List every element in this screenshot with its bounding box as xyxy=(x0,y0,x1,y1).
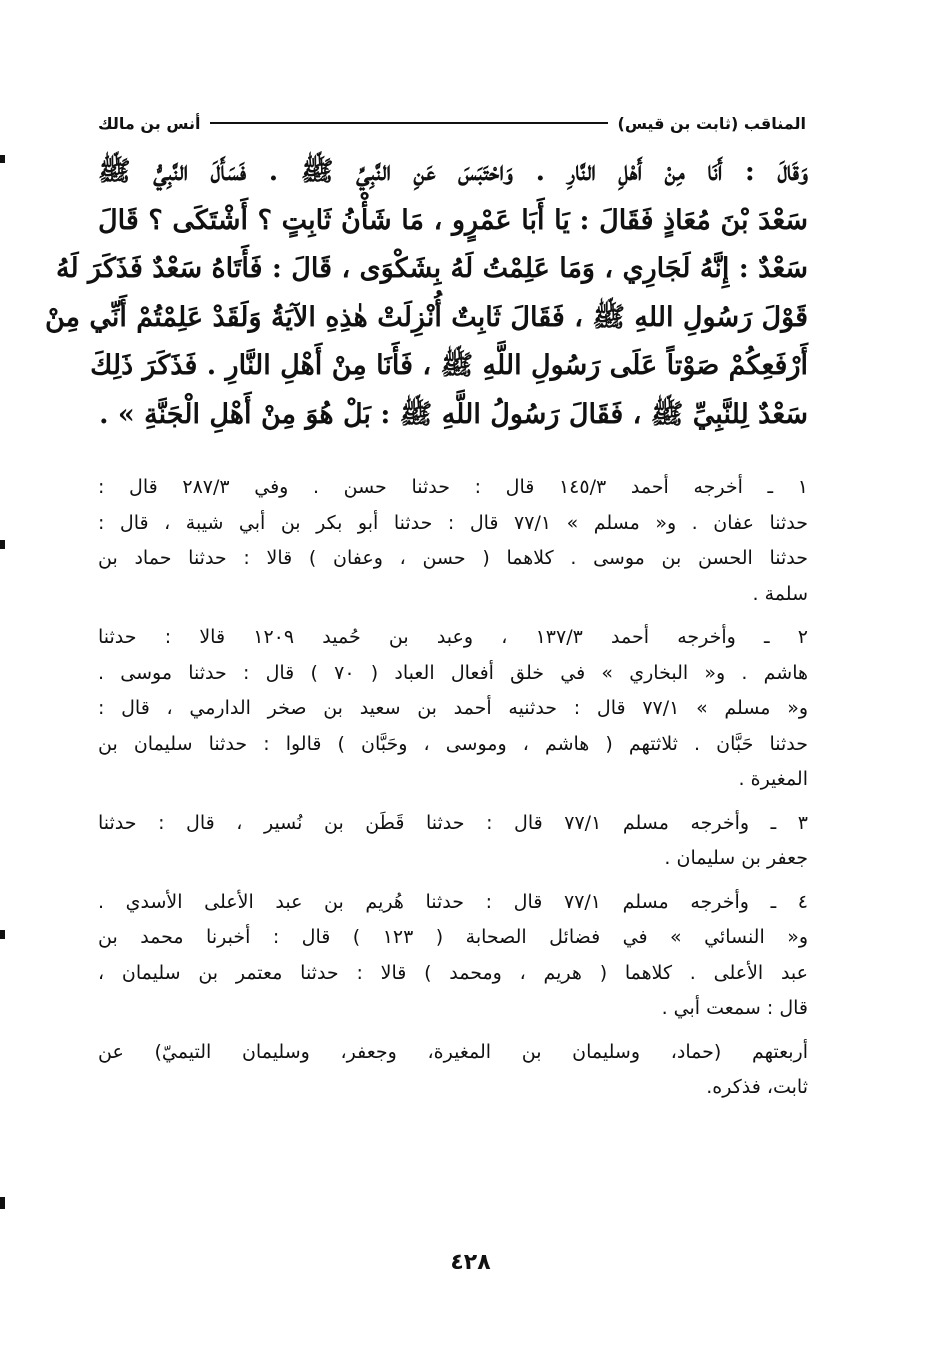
footnote-line: ٣ ـ وأخرجه مسلم ٧٧/١ قال : حدثنا قَطَن بن نُسير ، قال : حدثنا xyxy=(98,811,808,834)
footnote-1 xyxy=(98,470,808,612)
running-header xyxy=(98,108,806,138)
footnote-line: حدثنا الحسن بن موسى . كلاهما ( حسن ، وعفان ) قالا : حدثنا حماد بن xyxy=(98,547,808,569)
scan-edge-mark xyxy=(0,930,5,939)
footnote-line: و« النسائي » في فضائل الصحابة ( ١٢٣ ) قال : أخبرنا محمد بن xyxy=(98,926,809,948)
footnote-line: حدثنا عفان . و« مسلم » ٧٧/١ قال : حدثنا أبو بكر بن أبي شيبة ، قال : xyxy=(98,511,808,534)
footnote-line: حدثنا حَبَّان . ثلاثتهم ( هاشم ، وموسى ، وحَبَّان ) قالوا : حدثنا سليمان بن xyxy=(98,732,808,755)
footnote-2 xyxy=(98,620,808,798)
footnote-line: و« مسلم » ٧٧/١ قال : حدثنيه أحمد بن سعيد بن صخر الدارمي ، قال : xyxy=(98,697,809,719)
footnote-line: عبد الأعلى . كلاهما ( هريم ، ومحمد ) قالا : حدثنا معتمر بن سليمان ، xyxy=(98,961,808,984)
header-rule xyxy=(210,122,607,124)
footnote-4 xyxy=(98,885,808,1027)
hadith-line: قَوْلَ رَسُولِ اللهِ ﷺ ، فَقَالَ ثَابِتٌ أُنْزِلَتْ هٰذِهِ الآيَةُ وَلَقَدْ عَلِمْتُمْ أَنِّي مِنْ xyxy=(44,301,808,333)
section-title: أنس بن مالك xyxy=(98,113,201,133)
footnote-line: جعفر بن سليمان . xyxy=(664,847,808,869)
footnote-line: ٢ ـ وأخرجه أحمد ١٣٧/٣ ، وعبد بن حُميد ١٢٠٩ قالا : حدثنا xyxy=(98,626,808,648)
footnote-summary xyxy=(98,1035,808,1106)
page-number: ٤٢٨ xyxy=(450,1250,491,1275)
footnote-line: أربعتهم (حماد، وسليمان بن المغيرة، وجعفر، وسليمان التيميّ) عن xyxy=(98,1040,808,1063)
footnote-line: ٤ ـ وأخرجه مسلم ٧٧/١ قال : حدثنا هُريم بن عبد الأعلى الأسدي . xyxy=(98,890,808,913)
footnote-line: هاشم . و« البخاري » في خلق أفعال العباد ( ٧٠ ) قال : حدثنا موسى . xyxy=(98,661,809,684)
hadith-line: سَعْدٌ : إِنَّهُ لَجَارِي ، وَمَا عَلِمْتُ لَهُ بِشَكْوَى ، قَالَ : فَأَتَاهُ سَعْدٌ فَذَكَرَ لَهُ xyxy=(55,253,808,284)
chapter-title: المناقب (ثابت بن قيس) xyxy=(617,113,806,133)
scan-edge-mark xyxy=(0,1197,5,1209)
footnote-line: ١ ـ أخرجه أحمد ١٤٥/٣ قال : حدثنا حسن . وفي ٢٨٧/٣ قال : xyxy=(98,476,808,498)
footnote-3 xyxy=(98,806,808,877)
footnote-line: قال : سمعت أبي . xyxy=(661,997,808,1019)
scan-edge-mark xyxy=(0,540,5,549)
footnote-line: ثابت، فذكره. xyxy=(706,1076,808,1098)
footnote-line: المغيرة . xyxy=(738,768,808,790)
hadith-line: وَقَالَ : أَنَا مِنْ أَهْلِ النَّارِ . وَاحْتَبَسَ عَنِ النَّبِيِّ ﷺ . فَسَأَلَ النَّبِيُّ ﷺ xyxy=(98,156,808,187)
hadith-text xyxy=(44,148,808,439)
scan-edge-mark xyxy=(0,155,5,163)
hadith-line: أَرْفَعِكُمْ صَوْتاً عَلَى رَسُولِ اللَّهِ ﷺ ، فَأَنَا مِنْ أَهْلِ النَّارِ . فَذَكَرَ ذَلِكَ xyxy=(90,350,808,381)
hadith-line: سَعْدَ بْنَ مُعَاذٍ فَقَالَ : يَا أَبَا عَمْرٍو ، مَا شَأْنُ ثَابِتٍ ؟ أَشْتَكَى ؟ قَالَ xyxy=(98,204,808,236)
takhrij-notes xyxy=(98,470,808,1114)
hadith-line: سَعْدٌ لِلنَّبِيِّ ﷺ ، فَقَالَ رَسُولُ اللَّهِ ﷺ : بَلْ هُوَ مِنْ أَهْلِ الْجَنَّةِ » . xyxy=(99,398,808,430)
footnote-line: سلمة . xyxy=(752,582,808,605)
